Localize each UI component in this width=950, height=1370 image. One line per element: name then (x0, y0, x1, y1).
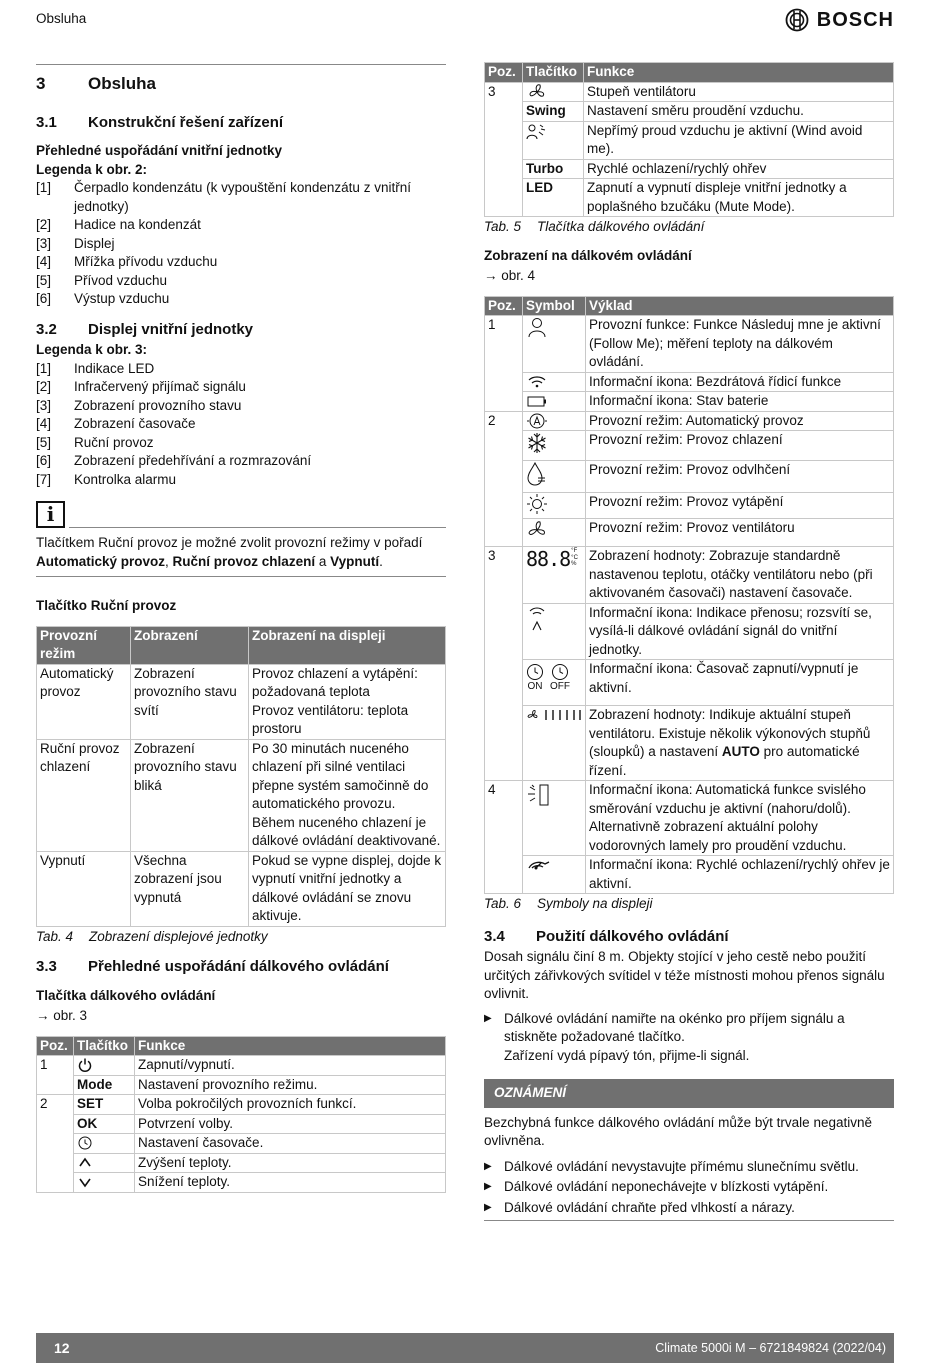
manual-button-title: Tlačítko Ruční provoz (36, 598, 177, 613)
range-text: Dosah signálu činí 8 m. Objekty stojící v jeho cestě nebo použití určitých zářivkových svítidel v téže místnosti mohou přenos signálu ovlivnit. (484, 949, 885, 1001)
legend-title-fig3: Legenda k obr. 3: (36, 342, 148, 357)
legend-item: [6] Výstup vzduchu (36, 291, 170, 306)
legend-item: [3] Zobrazení provozního stavu (36, 397, 242, 413)
table-row: Mode Nastavení provozního režimu. (37, 1075, 446, 1095)
table-header: Symbol (523, 296, 586, 316)
table-row: 1 Zapnutí/vypnutí. (37, 1056, 446, 1076)
table-row: Nepřímý proud vzduchu je aktivní (Wind avoid me). (485, 121, 894, 159)
section-heading-3-4: 3.4 Použití dálkového ovládání (484, 927, 729, 945)
table-remote-buttons (36, 1036, 446, 1193)
legend-item: [4] Zobrazení časovače (36, 416, 196, 431)
legend-item: [2] Infračervený přijímač signálu (36, 379, 246, 394)
info-rule (69, 527, 446, 528)
legend-item: [1] Indikace LED (36, 360, 155, 376)
segment-display-icon: 88.8 °F °C % (526, 547, 578, 571)
table-header: Zobrazení na displeji (249, 626, 446, 664)
bosch-armature-icon (785, 8, 809, 32)
table-header: Tlačítko (523, 63, 584, 83)
clock-icon (77, 1135, 93, 1151)
document-id: Climate 5000i M – 6721849824 (2022/04) (655, 1340, 886, 1355)
table-row: Vypnutí Všechna zobrazení jsou vypnutá Pokud se vypne displej, dojde k vypnutí vnitřní jednotky a dálkové ovládání se znovu aktivuje. (37, 851, 446, 926)
table-row: Nastavení časovače. (37, 1134, 446, 1154)
chevron-up-icon (77, 1155, 93, 1171)
table-row: 2 SET Volba pokročilých provozních funkcí. (37, 1095, 446, 1115)
notice-item: ▶ Dálkové ovládání nevystavujte přímému slunečnímu světlu. (484, 1157, 894, 1178)
instruction-step: ▶ Dálkové ovládání namiřte na okénko pro příjem signálu a stiskněte požadované tlačítko. Zařízení vydá pípavý tón, přijme-li signál. (484, 1010, 894, 1066)
table-header: Zobrazení (131, 626, 249, 664)
brand-logo (785, 8, 894, 32)
table-row: 1 Provozní funkce: Funkce Následuj mne je aktivní (Follow Me); měření teploty na dálkovém ovládání. (485, 316, 894, 373)
table-row: Automatický provoz Zobrazení provozního stavu svítí Provoz chlazení a vytápění: požadovaná teplota Provoz ventilátoru: teplota prostoru (37, 664, 446, 739)
table-row: Provozní režim: Provoz chlazení (485, 431, 894, 461)
sun-icon (526, 493, 548, 515)
left-column (36, 64, 446, 1193)
snowflake-icon (526, 431, 548, 455)
legend-item: [1] Čerpadlo kondenzátu (k vypouštění kondenzátu z vnitřní jednotky) (36, 180, 411, 214)
chevron-down-icon (77, 1174, 93, 1190)
table-header: Poz. (485, 63, 523, 83)
table-row: OK Potvrzení volby. (37, 1114, 446, 1134)
battery-icon (526, 394, 548, 408)
table-row: LED Zapnutí a vypnutí displeje vnitřní jednotky a poplašného bzučáku (Mute Mode). (485, 179, 894, 217)
table-row: Provozní režim: Provoz vytápění (485, 493, 894, 519)
table-4 (36, 626, 446, 927)
turbo-icon (526, 858, 552, 874)
table-header: Provozní režim (37, 626, 131, 664)
swing-icon (526, 783, 552, 809)
page-number: 12 (54, 1339, 70, 1356)
figure-reference: → obr. 4 (484, 268, 536, 283)
table-row: 2 Provozní režim: Automatický provoz (485, 411, 894, 431)
table-6 (484, 296, 894, 895)
table-row: Provozní režim: Provoz odvlhčení (485, 461, 894, 493)
table-header: Funkce (584, 63, 894, 83)
table-row: Ruční provoz chlazení Zobrazení provozního stavu bliká Po 30 minutách nuceného chlazení při silné ventilaci přepne systém samočinně do automatického provozu. Během nuceného chlazení je dálkové ovládání deaktivované. (37, 739, 446, 851)
clock-icon (526, 663, 544, 681)
table-row: Swing Nastavení směru proudění vzduchu. (485, 102, 894, 122)
legend-item: [5] Přívod vzduchu (36, 272, 168, 288)
figure-reference: → obr. 3 (36, 1008, 88, 1023)
legend-item: [3] Displej (36, 235, 115, 251)
table-header: Funkce (135, 1036, 446, 1056)
table-row: Informační ikona: Bezdrátová řídicí funkce (485, 372, 894, 392)
legend-list-fig3 (36, 360, 446, 490)
page-header (36, 10, 894, 30)
table-row: ON OFF Informační ikona: Časovač zapnutí/vypnutí je aktivní. (485, 660, 894, 706)
legend-item: [7] Kontrolka alarmu (36, 471, 177, 487)
notice-list (484, 1157, 894, 1219)
table-header: Tlačítko (74, 1036, 135, 1056)
fan-icon (526, 83, 548, 101)
section-heading-3-1: 3.1 Konstrukční řešení zařízení (36, 113, 284, 131)
legend-item: [4] Mřížka přívodu vzduchu (36, 254, 218, 269)
legend-item: [5] Ruční provoz (36, 434, 154, 450)
table-row: 3 Stupeň ventilátoru (485, 82, 894, 102)
fan-icon (526, 519, 548, 541)
person-icon (526, 316, 548, 338)
wind-avoid-icon (526, 122, 550, 140)
table-row: Provozní režim: Provoz ventilátoru (485, 519, 894, 547)
table-row: Turbo Rychlé ochlazení/rychlý ohřev (485, 159, 894, 179)
section-rule (36, 64, 446, 65)
instruction-list (484, 1010, 894, 1066)
wireless-icon (526, 374, 548, 390)
table-caption: Tab. 6 Symboly na displeji (484, 896, 653, 911)
timer-on-off-icon: ON OFF (526, 663, 570, 692)
table-header: Poz. (485, 296, 523, 316)
table-5 (484, 62, 894, 217)
notice-text: Bezchybná funkce dálkového ovládání může být trvale negativně ovlivněna. (484, 1114, 872, 1148)
legend-item: [2] Hadice na kondenzát (36, 217, 201, 232)
legend-item: [6] Zobrazení předehřívání a rozmrazování (36, 453, 312, 468)
table-row: Zobrazení hodnoty: Indikuje aktuální stupeň ventilátoru. Existuje několik výkonových stupňů (sloupků) a nastavení AUTO pro automatické řízení. (485, 706, 894, 781)
info-text: Tlačítkem Ruční provoz je možné zvolit provozní režimy v pořadí Automatický provoz, Ruční provoz chlazení a Vypnutí. (36, 534, 446, 577)
transmit-icon (526, 604, 548, 636)
right-column (484, 62, 894, 1221)
remote-display-title: Zobrazení na dálkovém ovládání (484, 247, 692, 263)
drop-icon (526, 461, 548, 487)
section-heading-3-3: 3.3 Přehledné uspořádání dálkového ovládání (36, 958, 389, 975)
info-icon: i (36, 501, 65, 528)
section-heading-3-2: 3.2 Displej vnitřní jednotky (36, 320, 254, 338)
table-row: Zvýšení teploty. (37, 1153, 446, 1173)
auto-mode-icon (526, 412, 548, 430)
table-caption: Tab. 5 Tlačítka dálkového ovládání (484, 219, 705, 234)
table-caption: Tab. 4 Zobrazení displejové jednotky (36, 928, 268, 944)
table-header: Výklad (586, 296, 894, 316)
table-row: Informační ikona: Indikace přenosu; rozsvítí se, vysílá-li dálkové ovládání signál do vnitřní jednotky. (485, 603, 894, 660)
legend-list-fig2 (36, 179, 446, 309)
chapter-heading: 3 Obsluha (36, 74, 157, 93)
clock-icon (551, 663, 569, 681)
table-header: Poz. (37, 1036, 74, 1056)
table-row: Informační ikona: Rychlé ochlazení/rychlý ohřev je aktivní. (485, 856, 894, 894)
table-row: 4 Informační ikona: Automatická funkce svislého směrování vzduchu je aktivní (nahoru/dolů). Alternativně zobrazení aktuální polohy vodorovných lamely pro proudění vzduchu. (485, 781, 894, 856)
info-box (36, 501, 446, 528)
notice-body (484, 1114, 894, 1222)
subheading-indoor-unit: Přehledné uspořádání vnitřní jednotky (36, 143, 283, 158)
notice-heading: OZNÁMENÍ (484, 1079, 894, 1108)
page-footer (36, 1333, 894, 1363)
notice-item: ▶ Dálkové ovládání neponechávejte v blízkosti vytápění. (484, 1177, 894, 1198)
power-icon (77, 1057, 93, 1073)
table-row: 3 88.8 °F °C % Zobrazení hodnoty: Zobrazuje standardně nastavenou teplotu, otáčky ventilátoru nebo (při aktivovaném časovači) nastavení časovače. (485, 547, 894, 604)
fan-bars-icon (526, 708, 582, 722)
table-row: Snížení teploty. (37, 1173, 446, 1193)
legend-title-fig2: Legenda k obr. 2: (36, 161, 148, 177)
table-row: Informační ikona: Stav baterie (485, 392, 894, 412)
remote-buttons-title: Tlačítka dálkového ovládání (36, 987, 216, 1003)
brand-name: BOSCH (816, 8, 894, 31)
notice-item: ▶ Dálkové ovládání chraňte před vlhkostí a nárazy. (484, 1198, 894, 1219)
header-section: Obsluha (36, 11, 87, 26)
